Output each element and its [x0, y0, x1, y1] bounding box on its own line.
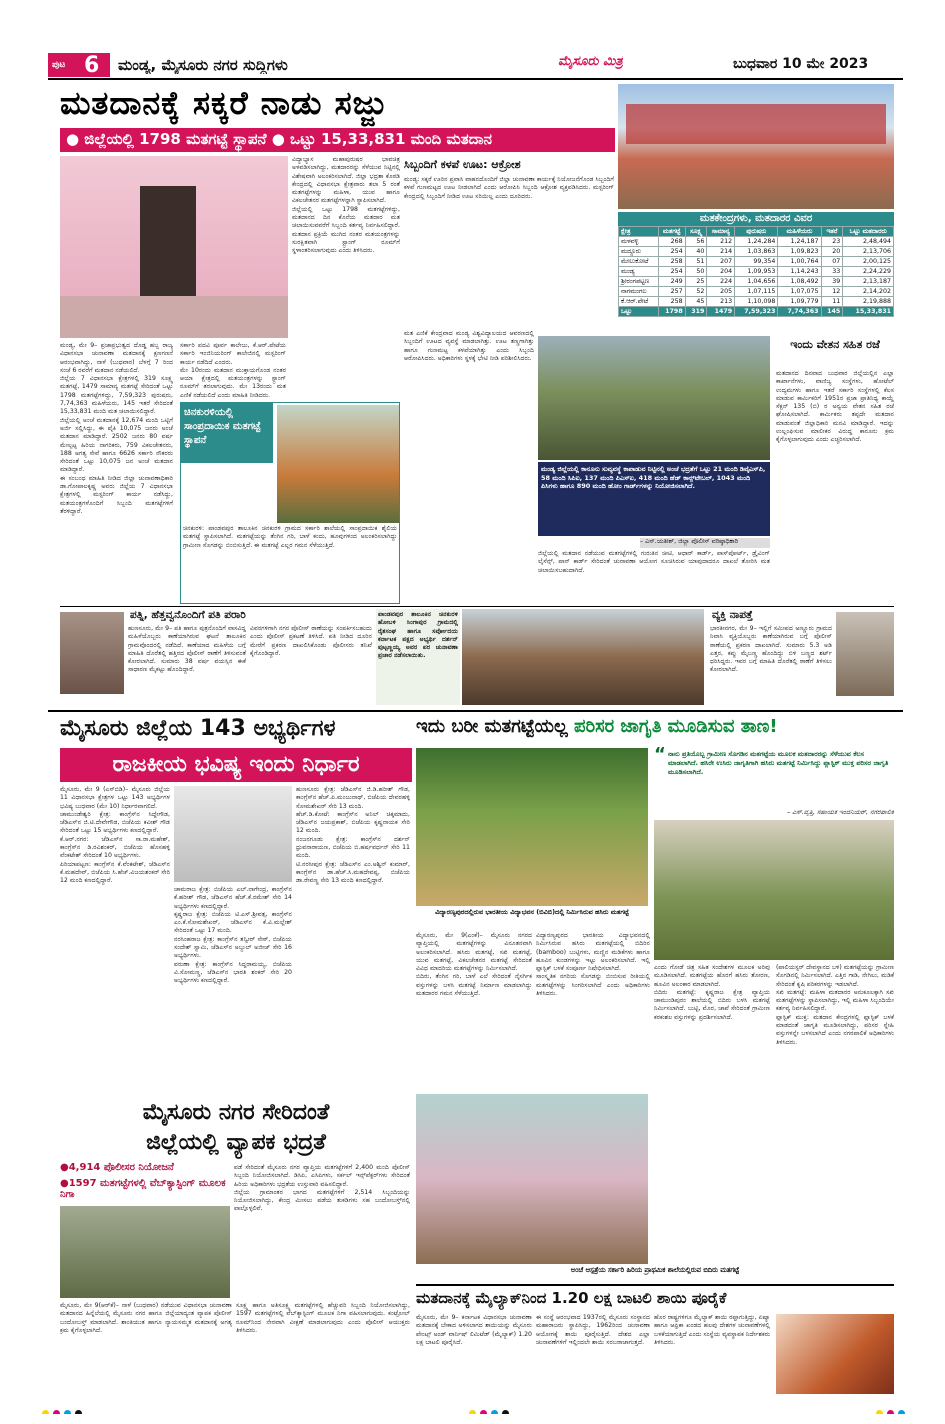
table-cell: 25 — [685, 277, 707, 287]
table-cell: 204 — [707, 267, 735, 277]
table-cell: 1,24,187 — [778, 237, 821, 247]
table-cell: 257 — [658, 287, 685, 297]
pandavapura-box — [376, 609, 460, 705]
table-header-cell: ಕ್ಷೇತ್ರ — [619, 227, 659, 237]
evm-photo — [174, 786, 292, 882]
table-cell: 07 — [821, 257, 843, 267]
table-cell: 254 — [658, 247, 685, 257]
masthead — [48, 50, 903, 80]
table-cell: 249 — [658, 277, 685, 287]
table-cell: 1,03,863 — [735, 247, 778, 257]
mysuru143-col1: ಮೈಸೂರು, ಮೇ 9 (ಎಸ್‌ಬಿಡಿ)– ಮೈಸೂರು ಜಿಲ್ಲೆಯ 11 ವಿಧಾನಸಭಾ ಕ್ಷೇತ್ರಗಳ ಒಟ್ಟು 143 ಅಭ್ಯರ್ಥಿಗಳ ಭವಿಷ್ಯ ಬುಧವಾರ (ಮೇ 10) ನಿರ್ಧಾರವಾಗಲಿದೆ. ಚಾಮುಂಡೇಶ್ವರಿ ಕ್ಷೇತ್ರ: ಕಾಂಗ್ರೆಸ್‌ನ ಸಿದ್ದೇಗೌಡ, ಜೆಡಿಎಸ್‌ನ ಜಿ.ಟಿ.ದೇವೇಗೌಡ, ಬಿಜೆಪಿಯ ಕವೀಶ್ ಗೌಡ ಸೇರಿದಂತೆ ಒಟ್ಟು 15 ಅಭ್ಯರ್ಥಿಗಳು ಕಣದಲ್ಲಿದ್ದಾರೆ. ಕೆ.ಆರ್.ನಗರ: ಜೆಡಿಎಸ್‌ನ ಸಾ.ರಾ.ಮಹೇಶ್, ಕಾಂಗ್ರೆಸ್‌ನ ಡಿ.ರವಿಶಂಕರ್, ಬಿಜೆಪಿಯ ಹೊಸಹಳ್ಳಿ ವೆಂಕಟೇಶ್ ಸೇರಿದಂತೆ 10 ಅಭ್ಯರ್ಥಿಗಳು. ಪಿರಿಯಾಪಟ್ಟಣ: ಕಾಂಗ್ರೆಸ್‌ನ ಕೆ.ವೆಂಕಟೇಶ್, ಜೆಡಿಎಸ್‌ನ ಕೆ.ಮಹದೇವ್, ಬಿಜೆಪಿಯ ಸಿ.ಹೆಚ್.ವಿಜಯಶಂಕರ್ ಸೇರಿ 12 ಮಂದಿ ಕಣದಲ್ಲಿದ್ದಾರೆ. — [60, 786, 170, 885]
table-cell: ಮೇಲುಕೋಟೆ — [619, 257, 659, 267]
table-cell: ಶ್ರೀರಂಗಪಟ್ಟಣ — [619, 277, 659, 287]
ink-bottles-photo — [776, 1314, 894, 1394]
table-cell: 2,13,187 — [843, 277, 894, 287]
table-cell: 51 — [685, 257, 707, 267]
security-headline1: ಮೈಸೂರು ನಗರ ಸೇರಿದಂತೆ — [142, 1100, 330, 1125]
bottles-col3: ಹೊರ ರಾಷ್ಟ್ರಗಳಿಗೂ ಮೈಲ್ಯಾಕ್ ಶಾಯಿ ರಫ್ತಾಗುತ್ತಿದ್ದು, ಏಷ್ಯಾ ಹಾಗೂ ಆಫ್ರಿಕಾ ಖಂಡದ ಹಲವು ದೇಶಗಳ ಚುನಾವಣೆಗಳಲ್ಲಿ ಬಳಕೆಯಾಗುತ್ತಿದೆ ಎಂದು ಸಂಸ್ಥೆಯ ವ್ಯವಸ್ಥಾಪಕ ನಿರ್ದೇಶಕರು ತಿಳಿಸಿದರು. — [654, 1314, 770, 1346]
table-cell: 1,09,953 — [735, 267, 778, 277]
green-booth-headline-part2: ಪರಿಸರ ಜಾಗೃತಿ ಮೂಡಿಸುವ ತಾಣ! — [574, 716, 778, 737]
table-cell: 1,09,779 — [778, 297, 821, 307]
print-marks — [40, 1402, 910, 1414]
chinakurali-body: ಚಿನಕುರಳಿ: ಪಾಂಡವಪುರ ತಾಲೂಕಿನ ಚಿನಕುರಳಿ ಗ್ರಾಮದ ಸರ್ಕಾರಿ ಶಾಲೆಯಲ್ಲಿ ಸಾಂಪ್ರದಾಯಿಕ ಶೈಲಿಯ ಮತಗಟ್ಟೆ ಸ್ಥಾಪಿಸಲಾಗಿದೆ. ಮತಗಟ್ಟೆಯನ್ನು ತೆಂಗಿನ ಗರಿ, ಬಾಳೆ ಕಂದು, ಹೂವುಗಳಿಂದ ಅಲಂಕರಿಸಲಾಗಿದ್ದು ಗ್ರಾಮೀಣ ಸೊಗಡನ್ನು ಬಿಂಬಿಸುತ್ತಿದೆ. ಈ ಮತಗಟ್ಟೆ ಎಲ್ಲರ ಗಮನ ಸೆಳೆಯುತ್ತಿದೆ. — [183, 525, 397, 549]
mysuru143-col3: ಹುಣಸೂರು ಕ್ಷೇತ್ರ: ಜೆಡಿಎಸ್‌ನ ಜಿ.ಡಿ.ಹರೀಶ್ ಗೌಡ, ಕಾಂಗ್ರೆಸ್‌ನ ಹೆಚ್.ಪಿ.ಮಂಜುನಾಥ್, ಬಿಜೆಪಿಯ ದೇವರಹಳ್ಳಿ ಸೋಮಶೇಖರ್ ಸೇರಿ 13 ಮಂದಿ. ಹೆಚ್.ಡಿ.ಕೋಟೆ: ಕಾಂಗ್ರೆಸ್‌ನ ಅನಿಲ್ ಚಿಕ್ಕಮಾದು, ಜೆಡಿಎಸ್‌ನ ಜಯಪ್ರಕಾಶ್, ಬಿಜೆಪಿಯ ಕೃಷ್ಣನಾಯಕ ಸೇರಿ 12 ಮಂದಿ. ನಂಜನಗೂಡು ಕ್ಷೇತ್ರ: ಕಾಂಗ್ರೆಸ್‌ನ ದರ್ಶನ್ ಧ್ರುವನಾರಾಯಣ, ಬಿಜೆಪಿಯ ಬಿ.ಹರ್ಷವರ್ಧನ್ ಸೇರಿ 11 ಮಂದಿ. ಟಿ.ನರಸೀಪುರ ಕ್ಷೇತ್ರ: ಜೆಡಿಎಸ್‌ನ ಎಂ.ಅಶ್ವಿನ್ ಕುಮಾರ್, ಕಾಂಗ್ರೆಸ್‌ನ ಡಾ.ಹೆಚ್.ಸಿ.ಮಹದೇವಪ್ಪ, ಬಿಜೆಪಿಯ ಡಾ.ರೇವಣ್ಣ ಸೇರಿ 13 ಮಂದಿ ಕಣದಲ್ಲಿದ್ದಾರೆ. — [296, 786, 410, 885]
table-cell: 254 — [658, 267, 685, 277]
table-cell: 2,48,494 — [843, 237, 894, 247]
table-cell: 52 — [685, 287, 707, 297]
table-cell: 268 — [658, 237, 685, 247]
missing-man-photo — [836, 612, 894, 696]
table-row — [619, 297, 894, 307]
table-cell: 2,14,202 — [843, 287, 894, 297]
table-cell: 1,08,492 — [778, 277, 821, 287]
green-booth-lower-photo — [416, 1094, 648, 1264]
table-cell: 1,24,284 — [735, 237, 778, 247]
table-header-cell: ಇತರೆ — [821, 227, 843, 237]
bottles-headline: ಮತದಾನಕ್ಕೆ ಮೈಲ್ಯಾಕ್‌ನಿಂದ 1.20 ಲಕ್ಷ ಬಾಟಲಿ ಶಾಯಿ ಪೂರೈಕೆ — [416, 1284, 894, 1310]
green-booth-col3: ಎಂದು ಗೋಡೆ ಚಿತ್ರ ಸಹಿತ ಸಂದೇಶಗಳ ಮೂಲಕ ಅರಿವು ಮೂಡಿಸಲಾಗಿದೆ. ಮತಗಟ್ಟೆಯ ಹೊರಗೆ ಹಸಿರು ತೋರಣ, ಹೂವಿನ ಅಲಂಕಾರ ಮಾಡಲಾಗಿದೆ. ಬಿದಿರು ಮತಗಟ್ಟೆ: ಕೃಷ್ಣರಾಜ ಕ್ಷೇತ್ರ ವ್ಯಾಪ್ತಿಯ ಚಾಮುಂಡಿಪುರಂ ಶಾಲೆಯಲ್ಲಿ ಬಿದಿರು ಬಳಸಿ ಮತಗಟ್ಟೆ ನಿರ್ಮಿಸಲಾಗಿದೆ. ಬುಟ್ಟಿ, ಮೊರ, ಚಾಪೆ ಸೇರಿದಂತೆ ಗ್ರಾಮೀಣ ಕರಕುಶಲ ವಸ್ತುಗಳನ್ನು ಪ್ರದರ್ಶಿಸಲಾಗಿದೆ. — [654, 964, 770, 1021]
table-cell: 258 — [658, 297, 685, 307]
table-cell: 1479 — [707, 307, 735, 317]
missing-wife-photo — [60, 612, 124, 694]
table-cell: 2,19,888 — [843, 297, 894, 307]
table-row — [619, 287, 894, 297]
chinakurali-title: ಚಿನಕುರಳಿಯಲ್ಲಿ ಸಾಂಪ್ರದಾಯಿಕ ಮತಗಟ್ಟೆ ಸ್ಥಾಪನೆ — [181, 403, 273, 463]
security-body2: ಸೂಕ್ಷ್ಮ ಹಾಗೂ ಅತಿಸೂಕ್ಷ್ಮ ಮತಗಟ್ಟೆಗಳಲ್ಲಿ ಹೆಚ್ಚುವರಿ ಸಿಬ್ಬಂದಿ ನಿಯೋಜಿಸಲಾಗಿದ್ದು, 1597 ಮತಗಟ್ಟೆಗಳಲ್ಲಿ ವೆಬ್‌ಕ್ಯಾಸ್ಟಿಂಗ್ ಮೂಲಕ ನಿಗಾ ವಹಿಸಲಾಗುವುದು. ಕಂಟ್ರೋಲ್ ರೂಮ್‌ನಿಂದ ನೇರವಾಗಿ ವೀಕ್ಷಣೆ ಮಾಡಲಾಗುವುದು ಎಂದು ಪೊಲೀಸ್ ಆಯುಕ್ತರು ತಿಳಿಸಿದರು. — [236, 1302, 410, 1334]
table-cell: 1798 — [658, 307, 685, 317]
green-booth-headline — [416, 716, 896, 746]
green-booth-col2: ವಿದ್ಯಾರಣ್ಯಪುರದ ಭಾರತೀಯ ವಿದ್ಯಾಭವನದಲ್ಲಿ ನಿರ್ಮಿಸಿರುವ ಹಸಿರು ಮತಗಟ್ಟೆಯಲ್ಲಿ ಬಿದಿರಿನ (bamboo) ಬುಟ್ಟಿಗಳು, ಮಣ್ಣಿನ ಮಡಿಕೆಗಳು ಹಾಗೂ ಹೂವಿನ ಕುಂಡಗಳನ್ನು ಇಟ್ಟು ಅಲಂಕರಿಸಲಾಗಿದೆ. ಇಲ್ಲಿ ಪ್ಲಾಸ್ಟಿಕ್ ಬಳಕೆ ಸಂಪೂರ್ಣ ನಿಷೇಧಿಸಲಾಗಿದೆ. ಸಾಂಸ್ಕೃತಿಕ ನಗರಿಯ ಸೊಗಡನ್ನು ಬಿಂಬಿಸುವ ರೀತಿಯಲ್ಲಿ ಮತಗಟ್ಟೆಗಳನ್ನು ಸಿಂಗರಿಸಲಾಗಿದೆ ಎಂದು ಅಧಿಕಾರಿಗಳು ತಿಳಿಸಿದರು. — [536, 932, 650, 998]
table-row — [619, 257, 894, 267]
police-march-photo — [538, 336, 770, 460]
table-cell: 1,04,656 — [735, 277, 778, 287]
security-headline2: ಜಿಲ್ಲೆಯಲ್ಲಿ ವ್ಯಾಪಕ ಭದ್ರತೆ — [146, 1130, 326, 1155]
green-booth-headline-part1: ಇದು ಬರೀ ಮತಗಟ್ಟೆಯಲ್ಲ — [416, 716, 568, 737]
table-header-cell: ಮಹಿಳೆಯರು — [778, 227, 821, 237]
green-booth-col4: (ಪಾಲಿಯಸ್ಟರ್ ದೇವಸ್ಥಾನದ ಬಳಿ) ಮತಗಟ್ಟೆಯನ್ನು ಗ್ರಾಮೀಣ ಸೊಗಡಿನಲ್ಲಿ ನಿರ್ಮಿಸಲಾಗಿದೆ. ಎತ್ತಿನ ಗಾಡಿ, ನೇಗಿಲು, ಮಡಿಕೆ ಸೇರಿದಂತೆ ಕೃಷಿ ಪರಿಕರಗಳನ್ನು ಇಡಲಾಗಿದೆ. ಸಖಿ ಮತಗಟ್ಟೆ: ಮಹಿಳಾ ಮತದಾರರ ಅನುಕೂಲಕ್ಕಾಗಿ ಸಖಿ ಮತಗಟ್ಟೆಗಳನ್ನು ಸ್ಥಾಪಿಸಲಾಗಿದ್ದು, ಇಲ್ಲಿ ಮಹಿಳಾ ಸಿಬ್ಬಂದಿಯೇ ಕರ್ತವ್ಯ ನಿರ್ವಹಿಸಲಿದ್ದಾರೆ. ಪ್ಲಾಸ್ಟಿಕ್ ಮುಕ್ತ: ಮತದಾನ ಕೇಂದ್ರಗಳಲ್ಲಿ ಪ್ಲಾಸ್ಟಿಕ್ ಬಳಕೆ ಮಾಡದಂತೆ ಜಾಗೃತಿ ಮೂಡಿಸಲಾಗಿದ್ದು, ಪರಿಸರ ಸ್ನೇಹಿ ವಸ್ತುಗಳನ್ನೇ ಬಳಸಲಾಗಿದೆ ಎಂದು ನಗರಪಾಲಿಕೆ ಅಧಿಕಾರಿಗಳು ತಿಳಿಸಿದರು. — [776, 964, 894, 1046]
green-booth-quote: ನಾನು ಪ್ರತಿಯೊಬ್ಬ ಗ್ರಾಮೀಣ ಸೊಗಡಿನ ಮತಗಟ್ಟೆಯ ಮೂಲಕ ಮತದಾರರನ್ನು ಸೆಳೆಯುವ ಕೆಲಸ ಮಾಡಲಾಗಿದೆ. ಹಸಿರೇ ಉಸಿರು ಜಾಗೃತಿಗಾಗಿ ಹಸಿರು ಮತಗಟ್ಟೆ ನಿರ್ಮಿಸಿದ್ದು ಪ್ಲಾಸ್ಟಿಕ್ ಮುಕ್ತ ಪರಿಸರ ಜಾಗೃತಿ ಮೂಡಿಸಲಾಗಿದೆ. — [668, 750, 889, 776]
mysuru143-headline2: ರಾಜಕೀಯ ಭವಿಷ್ಯ ಇಂದು ನಿರ್ಧಾರ — [60, 748, 412, 782]
table-cell: 1,07,115 — [735, 287, 778, 297]
security-bullet2: ●1597 ಮತಗಟ್ಟೆಗಳಲ್ಲಿ ವೆಬ್‌ಕ್ಯಾಸ್ಟಿಂಗ್ ಮೂಲಕ ನಿಗಾ — [60, 1178, 226, 1200]
quote-mark-icon: “ — [654, 744, 666, 760]
pandavapura-body: ಪಾಂಡವಪುರ ತಾಲೂಕಿನ ಚಿನಕುರಳಿ ಹೋಬಳಿ ಸಿಂಗಾಪುರ ಗ್ರಾಮದಲ್ಲಿ ರೈತಸಂಘ ಹಾಗೂ ಸರ್ವೋದಯ ಕರ್ನಾಟಕ ಪಕ್ಷದ ಅಭ್ಯರ್ಥಿ ದರ್ಶನ್ ಪುಟ್ಟಣ್ಣಯ್ಯ ಅವರ ಪರ ಚುನಾವಣಾ ಪ್ರಚಾರ ನಡೆಸಲಾಯಿತು. — [378, 611, 458, 660]
table-cell: 258 — [658, 257, 685, 267]
table-cell: 15,33,831 — [843, 307, 894, 317]
lead-body-col1: ಮಂಡ್ಯ, ಮೇ 9– ಪ್ರಜಾಪ್ರಭುತ್ವದ ದೊಡ್ಡ ಹಬ್ಬ ರಾಜ್ಯ ವಿಧಾನಸಭಾ ಚುನಾವಣಾ ಮತದಾನಕ್ಕೆ ಕ್ಷಣಗಣನೆ ಆರಂಭವಾಗಿದ್ದು, ನಾಳೆ (ಬುಧವಾರ) ಬೆಳಗ್ಗೆ 7 ರಿಂದ ಸಂಜೆ 6 ರವರೆಗೆ ಮತದಾನ ನಡೆಯಲಿದೆ. ಜಿಲ್ಲೆಯ 7 ವಿಧಾನಸಭಾ ಕ್ಷೇತ್ರಗಳಲ್ಲಿ 319 ಸೂಕ್ಷ್ಮ ಮತಗಟ್ಟೆ, 1479 ಸಾಮಾನ್ಯ ಮತಗಟ್ಟೆ ಸೇರಿದಂತೆ ಒಟ್ಟು 1798 ಮತಗಟ್ಟೆಗಳಿದ್ದು, 7,59,323 ಪುರುಷರು, 7,74,363 ಮಹಿಳೆಯರು, 145 ಇತರೆ ಸೇರಿದಂತೆ 15,33,831 ಮಂದಿ ಮತ ಚಲಾಯಿಸಲಿದ್ದಾರೆ. ಜಿಲ್ಲೆಯಲ್ಲಿ ಅಂಚೆ ಮತದಾನಕ್ಕೆ 12,674 ಮಂದಿ ಒಟ್ಟಿಗೆ ಅರ್ಜಿ ಸಲ್ಲಿಸಿದ್ದು, ಈ ಪೈಕಿ 10,075 ಜನರು ಅಂಚೆ ಮತದಾನ ಮಾಡಿದ್ದಾರೆ. 2502 ಜನರು 80 ವರ್ಷ ಮೇಲ್ಪಟ್ಟ ಹಿರಿಯ ನಾಗರಿಕರು, 759 ವಿಕಲಚೇತನರು, 188 ಅಗತ್ಯ ಸೇವೆ ಹಾಗೂ 6626 ಸರ್ಕಾರಿ ನೌಕರರು ಸೇರಿದಂತೆ ಒಟ್ಟು 10,075 ಜನ ಅಂಚೆ ಮತದಾನ ಮಾಡಿದ್ದಾರೆ. ಈ ಸಂಬಂಧ ಮಾಹಿತಿ ನೀಡಿದ ಜಿಲ್ಲಾ ಚುನಾವಣಾಧಿಕಾರಿ ಡಾ.ಗೋಪಾಲಕೃಷ್ಣ ಅವರು ಜಿಲ್ಲೆಯ 7 ವಿಧಾನಸಭಾ ಕ್ಷೇತ್ರಗಳಲ್ಲಿ ಮಸ್ಟರಿಂಗ್ ಕಾರ್ಯ ನಡೆಸಿದ್ದು, ಮತಯಂತ್ರಗಳೊಂದಿಗೆ ಸಿಬ್ಬಂದಿ ಮತಗಟ್ಟೆಗಳಿಗೆ ತೆರಳಿದ್ದಾರೆ. — [60, 342, 173, 515]
lead-headline: ಮತದಾನಕ್ಕೆ ಸಕ್ಕರೆ ನಾಡು ಸಜ್ಜು — [60, 84, 388, 122]
table-cell: 319 — [685, 307, 707, 317]
security-bullet1: ●4,914 ಪೊಲೀಸರ ನಿಯೋಜನೆ — [60, 1162, 174, 1173]
green-booth-quote-credit: – ಎಸ್.ವೃತ್ತಿ, ಸಹಾಯಕ ಇಂಜಿನಿಯರ್, ನಗರಪಾಲಿಕೆ — [786, 808, 894, 816]
table-cell: 99,354 — [735, 257, 778, 267]
page-number: 6 — [84, 53, 100, 77]
table-cell: 12 — [821, 287, 843, 297]
security-body1: ಮೈಸೂರು, ಮೇ 9(ಆರ್‌ಕೆ)– ನಾಳೆ (ಬುಧವಾರ) ನಡೆಯುವ ವಿಧಾನಸಭಾ ಚುನಾವಣಾ ಮತದಾನದ ಹಿನ್ನೆಲೆಯಲ್ಲಿ ಮೈಸೂರು ನಗರ ಹಾಗೂ ಜಿಲ್ಲೆಯಾದ್ಯಂತ ವ್ಯಾಪಕ ಪೊಲೀಸ್ ಬಂದೋಬಸ್ತ್ ಮಾಡಲಾಗಿದೆ. ಶಾಂತಿಯುತ ಹಾಗೂ ನ್ಯಾಯಸಮ್ಮತ ಮತದಾನಕ್ಕೆ ಅಗತ್ಯ ಕ್ರಮ ಕೈಗೊಳ್ಳಲಾಗಿದೆ. — [60, 1302, 232, 1334]
mysuru143-headline1: ಮೈಸೂರು ಜಿಲ್ಲೆಯ 143 ಅಭ್ಯರ್ಥಿಗಳ — [60, 716, 336, 741]
paper-name: ಮೈಸೂರು ಮಿತ್ರ — [558, 54, 623, 69]
staff-food-body2: ಮತ ಎಣಿಕೆ ಕೇಂದ್ರವಾದ ಮಂಡ್ಯ ವಿಶ್ವವಿದ್ಯಾಲಯದ ಆವರಣದಲ್ಲಿ ಸಿಬ್ಬಂದಿಗೆ ಊಟದ ವ್ಯವಸ್ಥೆ ಮಾಡಲಾಗಿತ್ತು. ಊಟ ತಣ್ಣಗಾಗಿತ್ತು ಹಾಗೂ ಗುಣಮಟ್ಟ ಕಳಪೆಯಾಗಿತ್ತು ಎಂದು ಸಿಬ್ಬಂದಿ ಆರೋಪಿಸಿದರು. ಅಧಿಕಾರಿಗಳು ಸ್ಥಳಕ್ಕೆ ಭೇಟಿ ನೀಡಿ ಪರಿಶೀಲಿಸಿದರು. — [404, 330, 534, 362]
table-cell: 7,59,323 — [735, 307, 778, 317]
polling-booth-photo — [60, 156, 288, 338]
table-cell: 2,13,706 — [843, 247, 894, 257]
divider — [60, 606, 894, 607]
missing-wife-title: ಪತ್ನಿ, ಹೆತ್ತವ್ವನೊಂದಿಗೆ ಪತಿ ಪರಾರಿ — [130, 609, 246, 621]
table-total-row — [619, 307, 894, 317]
table-cell: 50 — [685, 267, 707, 277]
table-header-cell: ಸಾಮಾನ್ಯ — [707, 227, 735, 237]
page-number-box — [48, 53, 110, 77]
table-cell: 33 — [821, 267, 843, 277]
staff-food-title: ಸಿಬ್ಬಂದಿಗೆ ಕಳಪೆ ಊಟ: ಆಕ್ರೋಶ — [404, 158, 521, 171]
table-cell: 2,24,229 — [843, 267, 894, 277]
table-header-cell: ಸೂಕ್ಷ್ಮ — [685, 227, 707, 237]
holiday-body: ಮತದಾನದ ದಿನವಾದ ಬುಧವಾರ ಜಿಲ್ಲೆಯಲ್ಲಿನ ಎಲ್ಲಾ ಕಾರ್ಖಾನೆಗಳು, ವಾಣಿಜ್ಯ ಸಂಸ್ಥೆಗಳು, ಹೋಟೆಲ್ ಉದ್ಯಮಗಳು ಹಾಗೂ ಇತರೆ ಸರ್ಕಾರಿ ಸಂಸ್ಥೆಗಳಲ್ಲಿ ಕೆಲಸ ಮಾಡುವ ಕಾರ್ಮಿಕರಿಗೆ 1951ರ ಪ್ರಜಾ ಪ್ರಾತಿನಿಧ್ಯ ಕಾಯ್ದೆ ಸೆಕ್ಷನ್ 135 (ಬಿ) ರ ಅನ್ವಯ ವೇತನ ಸಹಿತ ರಜೆ ಘೋಷಿಸಲಾಗಿದೆ. ಕಾರ್ಮಿಕರು ತಪ್ಪದೇ ಮತದಾನ ಮಾಡುವಂತೆ ಜಿಲ್ಲಾಧಿಕಾರಿ ಮನವಿ ಮಾಡಿದ್ದಾರೆ. ಇದನ್ನು ಉಲ್ಲಂಘಿಸುವ ಮಾಲೀಕರ ವಿರುದ್ಧ ಕಾನೂನು ಕ್ರಮ ಕೈಗೊಳ್ಳಲಾಗುವುದು ಎಂದು ಎಚ್ಚರಿಸಲಾಗಿದೆ. — [776, 370, 894, 444]
booth-table — [618, 226, 894, 317]
table-cell: 7,74,363 — [778, 307, 821, 317]
table-row — [619, 267, 894, 277]
table-cell: 205 — [707, 287, 735, 297]
mysuru143-col2: ಚಾಮರಾಜ ಕ್ಷೇತ್ರ: ಬಿಜೆಪಿಯ ಎಲ್.ನಾಗೇಂದ್ರ, ಕಾಂಗ್ರೆಸ್‌ನ ಕೆ.ಹರೀಶ್ ಗೌಡ, ಜೆಡಿಎಸ್‌ನ ಹೆಚ್.ಕೆ.ರಮೇಶ್ ಸೇರಿ 14 ಅಭ್ಯರ್ಥಿಗಳು ಕಣದಲ್ಲಿದ್ದಾರೆ. ಕೃಷ್ಣರಾಜ ಕ್ಷೇತ್ರ: ಬಿಜೆಪಿಯ ಟಿ.ಎಸ್.ಶ್ರೀವತ್ಸ, ಕಾಂಗ್ರೆಸ್‌ನ ಎಂ.ಕೆ.ಸೋಮಶೇಖರ್, ಜೆಡಿಎಸ್‌ನ ಕೆ.ವಿ.ಮಲ್ಲೇಶ್ ಸೇರಿದಂತೆ ಒಟ್ಟು 17 ಮಂದಿ. ನರಸಿಂಹರಾಜ ಕ್ಷೇತ್ರ: ಕಾಂಗ್ರೆಸ್‌ನ ತನ್ವೀರ್ ಸೇಠ್, ಬಿಜೆಪಿಯ ಸಂದೇಶ್ ಸ್ವಾಮಿ, ಜೆಡಿಎಸ್‌ನ ಅಬ್ದುಲ್ ಅಜೀಜ್ ಸೇರಿ 16 ಅಭ್ಯರ್ಥಿಗಳು. ವರುಣಾ ಕ್ಷೇತ್ರ: ಕಾಂಗ್ರೆಸ್‌ನ ಸಿದ್ದರಾಮಯ್ಯ, ಬಿಜೆಪಿಯ ವಿ.ಸೋಮಣ್ಣ, ಜೆಡಿಎಸ್‌ನ ಭಾರತಿ ಶಂಕರ್ ಸೇರಿ 20 ಅಭ್ಯರ್ಥಿಗಳು ಕಣದಲ್ಲಿದ್ದಾರೆ. — [174, 886, 292, 985]
table-cell: ಒಟ್ಟು — [619, 307, 659, 317]
missing-man-title: ವ್ಯಕ್ತಿ ನಾಪತ್ತೆ — [712, 609, 753, 621]
bottles-col1: ಮೈಸೂರು, ಮೇ 9– ಕರ್ನಾಟಕ ವಿಧಾನಸಭಾ ಚುನಾವಣಾ ಮತದಾನಕ್ಕೆ ಬೇಕಾದ ಅಳಿಸಲಾಗದ ಶಾಯಿಯನ್ನು ಮೈಸೂರು ಪೇಂಟ್ಸ್ ಅಂಡ್ ವಾರ್ನಿಷ್ ಲಿಮಿಟೆಡ್ (ಮೈಲ್ಯಾಕ್) 1.20 ಲಕ್ಷ ಬಾಟಲಿ ಪೂರೈಸಿದೆ. — [416, 1314, 532, 1346]
table-cell: ನಾಗಮಂಗಲ — [619, 287, 659, 297]
campaign-photo — [462, 609, 704, 705]
table-cell: 20 — [821, 247, 843, 257]
table-cell: 39 — [821, 277, 843, 287]
missing-wife-body: ಹುಣಸೂರು, ಮೇ 9– ಪತಿ ಹಾಗೂ ಪುತ್ರನೊಂದಿಗೆ ವಾಸವಿದ್ದ ಮಹಿಳೆಯೊಬ್ಬರು ಕಾಣೆಯಾಗಿರುವ ಘಟನೆ ತಾಲೂಕಿನ ಗ್ರಾಮವೊಂದರಲ್ಲಿ ನಡೆದಿದೆ. ಕಾಣೆಯಾದ ಮಹಿಳೆಯ ಬಗ್ಗೆ ಮಾಹಿತಿ ದೊರೆತಲ್ಲಿ ಹತ್ತಿರದ ಪೊಲೀಸ್ ಠಾಣೆಗೆ ತಿಳಿಸುವಂತೆ ಕೋರಲಾಗಿದೆ. ಸುಮಾರು 38 ವರ್ಷ ವಯಸ್ಸಿನ ಈಕೆ ಸಾಧಾರಣ ಮೈಕಟ್ಟು ಹೊಂದಿದ್ದಾರೆ. — [128, 625, 246, 674]
table-row — [619, 237, 894, 247]
table-cell: ಮದ್ದೂರು — [619, 247, 659, 257]
staff-departure-photo — [618, 84, 894, 209]
table-cell: 56 — [685, 237, 707, 247]
holiday-title: ಇಂದು ವೇತನ ಸಹಿತ ರಜೆ — [790, 338, 880, 351]
table-header-cell: ಒಟ್ಟು ಮತದಾರರು — [843, 227, 894, 237]
table-cell: 1,07,075 — [778, 287, 821, 297]
booth-table-box — [618, 212, 894, 332]
staff-food-body: ಮಂಡ್ಯ: ಸಕ್ಕರೆ ಊರಿನ ಪ್ರವಾಸಿ ವಾಹನದೊಂದಿಗೆ ಜಿಲ್ಲಾ ಚುನಾವಣಾ ಕಾರ್ಯಕ್ಕೆ ನಿಯೋಜನೆಗೊಂಡ ಸಿಬ್ಬಂದಿಗೆ ಕಳಪೆ ಗುಣಮಟ್ಟದ ಊಟ ನೀಡಲಾಗಿದೆ ಎಂದು ಆರೋಪಿಸಿ ಸಿಬ್ಬಂದಿ ಆಕ್ರೋಶ ವ್ಯಕ್ತಪಡಿಸಿದರು. ಮಸ್ಟರಿಂಗ್ ಕೇಂದ್ರದಲ್ಲಿ ಸಿಬ್ಬಂದಿಗೆ ನೀಡಿದ ಊಟ ಸರಿಯಿಲ್ಲ ಎಂದು ದೂರಿದರು. — [404, 176, 614, 200]
green-booth-col1: ಮೈಸೂರು, ಮೇ 9(ಎಂಕೆ)– ಮೈಸೂರು ನಗರದ ವ್ಯಾಪ್ತಿಯಲ್ಲಿ ಮತಗಟ್ಟೆಗಳನ್ನು ವಿನೂತನವಾಗಿ ಅಲಂಕರಿಸಲಾಗಿದೆ. ಹಸಿರು ಮತಗಟ್ಟೆ, ಸಖಿ ಮತಗಟ್ಟೆ, ಯುವ ಮತಗಟ್ಟೆ, ವಿಕಲಚೇತನರ ಮತಗಟ್ಟೆ ಸೇರಿದಂತೆ ವಿವಿಧ ಮಾದರಿಯ ಮತಗಟ್ಟೆಗಳನ್ನು ನಿರ್ಮಿಸಲಾಗಿದೆ. ಬಿದಿರು, ತೆಂಗಿನ ಗರಿ, ಬಾಳೆ ಎಲೆ ಸೇರಿದಂತೆ ನೈಸರ್ಗಿಕ ವಸ್ತುಗಳನ್ನು ಬಳಸಿ ಮತಗಟ್ಟೆ ನಿರ್ಮಾಣ ಮಾಡಲಾಗಿದ್ದು ಮತದಾರರ ಗಮನ ಸೆಳೆಯುತ್ತಿದೆ. — [416, 932, 532, 998]
missing-man-body: ಭಾರತೀನಗರ, ಮೇ 9– ಇಲ್ಲಿಗೆ ಸಮೀಪದ ಅಣ್ಣೂರು ಗ್ರಾಮದ ನಿವಾಸಿ ವ್ಯಕ್ತಿಯೊಬ್ಬರು ಕಾಣೆಯಾಗಿರುವ ಬಗ್ಗೆ ಪೊಲೀಸ್ ಠಾಣೆಯಲ್ಲಿ ಪ್ರಕರಣ ದಾಖಲಾಗಿದೆ. ಸುಮಾರು 5.3 ಅಡಿ ಎತ್ತರ, ಕಪ್ಪು ಮೈಬಣ್ಣ ಹೊಂದಿದ್ದು ಬಿಳಿ ಬಣ್ಣದ ಶರ್ಟ್ ಧರಿಸಿದ್ದರು. ಇವರ ಬಗ್ಗೆ ಮಾಹಿತಿ ದೊರೆತಲ್ಲಿ ಠಾಣೆಗೆ ತಿಳಿಸಲು ಕೋರಲಾಗಿದೆ. — [710, 625, 832, 674]
table-cell: 224 — [707, 277, 735, 287]
table-cell: 1,09,823 — [778, 247, 821, 257]
table-cell: 1,10,098 — [735, 297, 778, 307]
lead-body-col3: ವಿದ್ಯಾಭ್ಯಾಸ ಮಹಾಪುರುಷರ ಭಾವಚಿತ್ರ ಅಳವಡಿಸಲಾಗಿದ್ದು, ಮತದಾರರನ್ನು ಸೆಳೆಯುವ ನಿಟ್ಟಿನಲ್ಲಿ ವಿಶೇಷವಾಗಿ ಅಲಂಕರಿಸಲಾಗಿದೆ. ಜಿಲ್ಲಾ ಭದ್ರತಾ ಕೊಠಡಿ ಕೇಂದ್ರದಲ್ಲಿ ವಿಧಾನಸಭಾ ಕ್ಷೇತ್ರವಾರು ತಲಾ 5 ರಂತೆ ಮತಗಟ್ಟೆಗಳನ್ನು ಮಹಿಳಾ, ಯುವ ಹಾಗೂ ವಿಕಲಚೇತನರ ಮತಗಟ್ಟೆಗಳನ್ನಾಗಿ ಸ್ಥಾಪಿಸಲಾಗಿದೆ. ಜಿಲ್ಲೆಯಲ್ಲಿ ಒಟ್ಟು 1798 ಮತಗಟ್ಟೆಗಳಿದ್ದು, ಮತದಾನದ ದಿನ ಕೊನೆಯ ಮತದಾರ ಮತ ಚಲಾಯಿಸುವವರೆಗೆ ಸಿಬ್ಬಂದಿ ಕರ್ತವ್ಯ ನಿರ್ವಹಿಸಲಿದ್ದಾರೆ. ಮತದಾನ ಪ್ರಕ್ರಿಯೆ ಮುಗಿದ ನಂತರ ಮತಯಂತ್ರಗಳನ್ನು ಸುರಕ್ಷಿತವಾಗಿ ಸ್ಟ್ರಾಂಗ್ ರೂಮ್‌ಗೆ ಸ್ಥಳಾಂತರಿಸಲಾಗುವುದು ಎಂದು ತಿಳಿಸಿದರು. — [292, 156, 400, 255]
police-force-photo — [60, 1206, 230, 1298]
issue-date: ಬುಧವಾರ 10 ಮೇ 2023 — [733, 56, 869, 72]
table-cell: 1,00,764 — [778, 257, 821, 267]
table-cell: 212 — [707, 237, 735, 247]
green-booth-photo-caption: ವಿದ್ಯಾರಣ್ಯಪುರದಲ್ಲಿರುವ ಭಾರತೀಯ ವಿದ್ಯಾಭವನ (ಬಿವಿಬಿ)ದಲ್ಲಿ ನಿರ್ಮಿಸಿರುವ ಹಸಿರು ಮತಗಟ್ಟೆ — [435, 908, 629, 916]
table-cell: ಮಳವಳ್ಳಿ — [619, 237, 659, 247]
page-label: ಪುಟ — [52, 60, 66, 70]
bottles-col2: ಈ ಸಂಸ್ಥೆ ಆರಂಭವಾದ 1937ರಲ್ಲಿ ಮೈಸೂರು ಸಂಸ್ಥಾನದ ಮಹಾರಾಜರು ಸ್ಥಾಪಿಸಿದ್ದು, 1962ರಿಂದ ಚುನಾವಣಾ ಆಯೋಗಕ್ಕೆ ಶಾಯಿ ಪೂರೈಸುತ್ತಿದೆ. ದೇಶದ ಎಲ್ಲಾ ಚುನಾವಣೆಗಳಿಗೆ ಇಲ್ಲಿಂದಲೇ ಶಾಯಿ ಸರಬರಾಜಾಗುತ್ತದೆ. — [536, 1314, 650, 1346]
booth-table-title: ಮತಕೇಂದ್ರಗಳು, ಮತದಾರರ ವಿವರ — [618, 212, 894, 226]
table-cell: 1,14,243 — [778, 267, 821, 277]
table-cell: 23 — [821, 237, 843, 247]
table-cell: 145 — [821, 307, 843, 317]
section-title: ಮಂಡ್ಯ, ಮೈಸೂರು ನಗರ ಸುದ್ದಿಗಳು — [118, 56, 288, 74]
police-credit: – ಎನ್.ಯತೀಶ್, ಜಿಲ್ಲಾ ಪೊಲೀಸ್ ವರಿಷ್ಠಾಧಿಕಾರಿ — [640, 538, 770, 548]
divider — [48, 710, 903, 712]
table-cell: 213 — [707, 297, 735, 307]
green-booth-bottom-caption: ಅಂಚೆ ಆಸ್ಪತ್ರೆಯ ಸರ್ಕಾರಿ ಹಿರಿಯ ಪ್ರಾಥಮಿಕ ಶಾಲೆಯಲ್ಲಿರುವ ಬಿದಿರು ಮತಗಟ್ಟೆ — [570, 1266, 740, 1274]
table-header-cell: ಮತಗಟ್ಟೆ — [658, 227, 685, 237]
table-cell: 214 — [707, 247, 735, 257]
table-cell: 2,00,125 — [843, 257, 894, 267]
police-caption: ಮಂಡ್ಯ ಜಿಲ್ಲೆಯಲ್ಲಿ ಕಾನೂನು ಸುವ್ಯವಸ್ಥೆ ಕಾಪಾಡುವ ನಿಟ್ಟಿನಲ್ಲಿ ಅಂಚೆ ಭದ್ರತೆಗೆ ಒಟ್ಟು 21 ಮಂದಿ ಡಿವೈಎಸ್‌ಪಿ, 58 ಮಂದಿ ಸಿಪಿಐ, 137 ಮಂದಿ ಪಿಎಸ್‌ಐ, 418 ಮಂದಿ ಹೆಡ್ ಕಾನ್ಸ್‌ಟೇಬಲ್, 1043 ಮಂದಿ ಪಿಸಿಗಳು ಹಾಗೂ 890 ಮಂದಿ ಹೋಂ ಗಾರ್ಡ್‌ಗಳನ್ನು ನಿಯೋಜಿಸಲಾಗಿದೆ. — [538, 462, 770, 536]
table-row — [619, 247, 894, 257]
missing-wife-body2: ವಿವರಗಳಿಗಾಗಿ ನಗರ ಪೊಲೀಸ್ ಠಾಣೆಯನ್ನು ಸಂಪರ್ಕಿಸಬಹುದು ಎಂದು ಪೊಲೀಸ್ ಪ್ರಕಟಣೆ ತಿಳಿಸಿದೆ. ಪತಿ ನೀಡಿದ ದೂರಿನ ಮೇರೆಗೆ ಪ್ರಕರಣ ದಾಖಲಿಸಿಕೊಂಡು ಪೊಲೀಸರು ತನಿಖೆ ಕೈಗೊಂಡಿದ್ದಾರೆ. — [250, 625, 372, 657]
police-body: ಜಿಲ್ಲೆಯಲ್ಲಿ ಮತದಾನ ನಡೆಯುವ ಮತಗಟ್ಟೆಗಳಲ್ಲಿ ಗುರುತಿನ ಚೀಟಿ, ಆಧಾರ್ ಕಾರ್ಡ್, ಪಾಸ್‌ಪೋರ್ಟ್, ಡ್ರೈವಿಂಗ್ ಲೈಸೆನ್ಸ್, ಪಾನ್ ಕಾರ್ಡ್ ಸೇರಿದಂತೆ ಚುನಾವಣಾ ಆಯೋಗ ಸೂಚಿಸಿರುವ ಯಾವುದಾದರೂ ದಾಖಲೆ ತೋರಿಸಿ ಮತ ಚಲಾಯಿಸಬಹುದಾಗಿದೆ. — [538, 550, 770, 574]
table-cell: 11 — [821, 297, 843, 307]
table-cell: 207 — [707, 257, 735, 267]
table-cell: ಮಂಡ್ಯ — [619, 267, 659, 277]
table-row — [619, 277, 894, 287]
green-booth-main-photo — [416, 748, 648, 906]
bamboo-booth-photo — [654, 820, 894, 960]
table-cell: 45 — [685, 297, 707, 307]
table-cell: ಕೆ.ಆರ್.ಪೇಟೆ — [619, 297, 659, 307]
security-top-text: ಪಡೆ ಸೇರಿದಂತೆ ಮೈಸೂರು ನಗರ ವ್ಯಾಪ್ತಿಯ ಮತಗಟ್ಟೆಗಳಿಗೆ 2,400 ಮಂದಿ ಪೊಲೀಸ್ ಸಿಬ್ಬಂದಿ ನಿಯೋಜಿಸಲಾಗಿದೆ. ಡಿಸಿಪಿ, ಎಸಿಪಿಗಳು, ಸರ್ಕಲ್ ಇನ್ಸ್‌ಪೆಕ್ಟರ್‌ಗಳು ಸೇರಿದಂತೆ ಹಿರಿಯ ಅಧಿಕಾರಿಗಳು ಭದ್ರತೆಯ ಉಸ್ತುವಾರಿ ವಹಿಸಲಿದ್ದಾರೆ. ಜಿಲ್ಲೆಯ ಗ್ರಾಮಾಂತರ ಭಾಗದ ಮತಗಟ್ಟೆಗಳಿಗೆ 2,514 ಸಿಬ್ಬಂದಿಯನ್ನು ನಿಯೋಜಿಸಲಾಗಿದ್ದು, ಕೇಂದ್ರ ಮೀಸಲು ಪಡೆಯ ತುಕಡಿಗಳು ಸಹ ಬಂದೋಬಸ್ತ್‌ನಲ್ಲಿ ಪಾಲ್ಗೊಳ್ಳಲಿವೆ. — [234, 1164, 410, 1213]
lead-body-col2: ಸರ್ಕಾರಿ ಪದವಿ ಪೂರ್ವ ಕಾಲೇಜು, ಕೆ.ಆರ್.ಪೇಟೆಯ ಸರ್ಕಾರಿ ಇಂಜಿನಿಯರಿಂಗ್ ಕಾಲೇಜಿನಲ್ಲಿ ಮಸ್ಟರಿಂಗ್ ಕಾರ್ಯ ನಡೆದಿದೆ ಎಂದರು. ಮೇ 10ರಂದು ಮತದಾನ ಮುಕ್ತಾಯಗೊಂಡ ನಂತರ ಆಯಾ ಕ್ಷೇತ್ರದಲ್ಲಿ ಮತಯಂತ್ರಗಳನ್ನು ಸ್ಟ್ರಾಂಗ್ ರೂಮ್‌ಗೆ ತರಲಾಗುವುದು. ಮೇ 13ರಂದು ಮತ ಎಣಿಕೆ ನಡೆಯಲಿದೆ ಎಂದು ಮಾಹಿತಿ ನೀಡಿದರು. — [180, 342, 286, 398]
lead-subhead: ● ಜಿಲ್ಲೆಯಲ್ಲಿ 1798 ಮತಗಟ್ಟೆ ಸ್ಥಾಪನೆ ● ಒಟ್ಟು 15,33,831 ಮಂದಿ ಮತದಾನ — [60, 128, 615, 152]
table-cell: 40 — [685, 247, 707, 257]
table-header-cell: ಪುರುಷರು — [735, 227, 778, 237]
chinakurali-box — [180, 402, 400, 604]
